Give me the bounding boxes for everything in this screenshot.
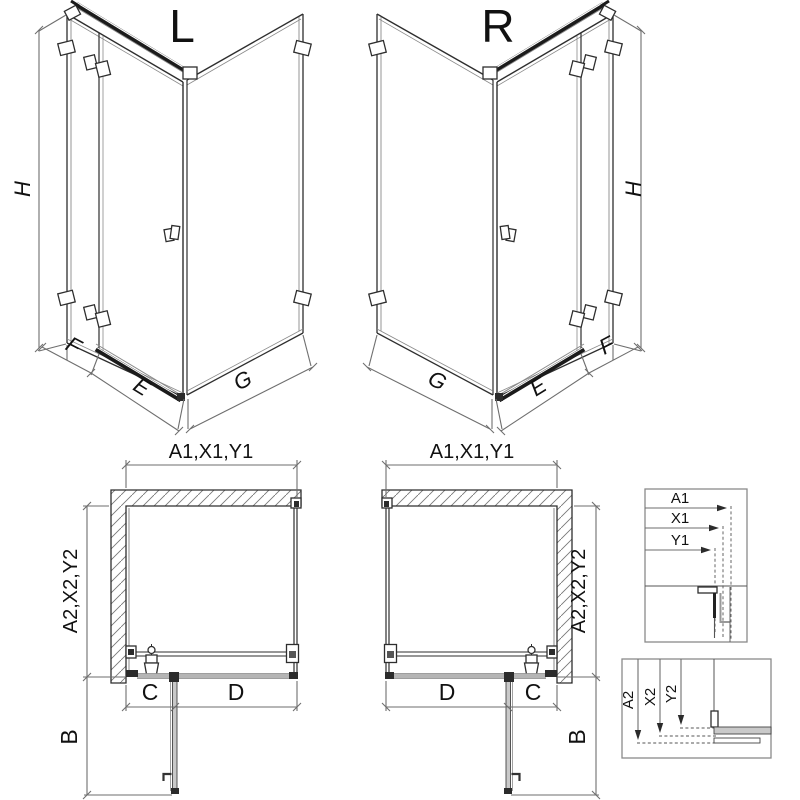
variant-label-left: L <box>169 0 195 52</box>
iso-view-left <box>10 0 317 435</box>
detail-depth-x2: X2 <box>642 687 659 707</box>
iso-right-dim-side: G <box>424 365 451 396</box>
iso-view-right <box>363 0 646 435</box>
detail-width-y1: Y1 <box>670 532 690 549</box>
plan-right-dim-b: B <box>564 729 590 745</box>
iso-right-dim-door: E <box>525 372 551 402</box>
iso-left-dim-return: F <box>61 331 86 360</box>
plan-right-wall <box>382 490 572 683</box>
detail-box-widths <box>645 489 747 642</box>
detail-box-depths <box>620 659 771 758</box>
iso-left-dim-door: E <box>129 372 155 402</box>
variant-label-right: R <box>481 0 515 52</box>
plan-left-wall <box>111 490 301 683</box>
iso-left-dim-side: G <box>229 365 256 396</box>
plan-left-dim-side: A2,X2,Y2 <box>60 548 82 634</box>
detail-width-x1: X1 <box>670 510 690 527</box>
plan-right-dim-top: A1,X1,Y1 <box>429 441 515 463</box>
detail-depth-y2: Y2 <box>663 684 680 704</box>
detail-width-a1: A1 <box>670 490 690 507</box>
plan-left-dim-d: D <box>227 679 245 705</box>
iso-left-dim-height: H <box>10 181 35 197</box>
plan-left-dim-c: C <box>141 679 159 705</box>
detail-depth-a2: A2 <box>620 690 637 710</box>
iso-right-dim-return: F <box>594 331 619 360</box>
plan-right-dim-d: D <box>438 679 456 705</box>
iso-right-dim-height: H <box>621 181 646 197</box>
iso-left-linework <box>35 1 317 435</box>
plan-left-dim-top: A1,X1,Y1 <box>168 441 254 463</box>
plan-right-dim-c: C <box>524 679 542 705</box>
plan-left-dim-b: B <box>56 729 82 745</box>
iso-right-linework <box>363 1 645 435</box>
plan-right-dim-side: A2,X2,Y2 <box>568 548 590 634</box>
